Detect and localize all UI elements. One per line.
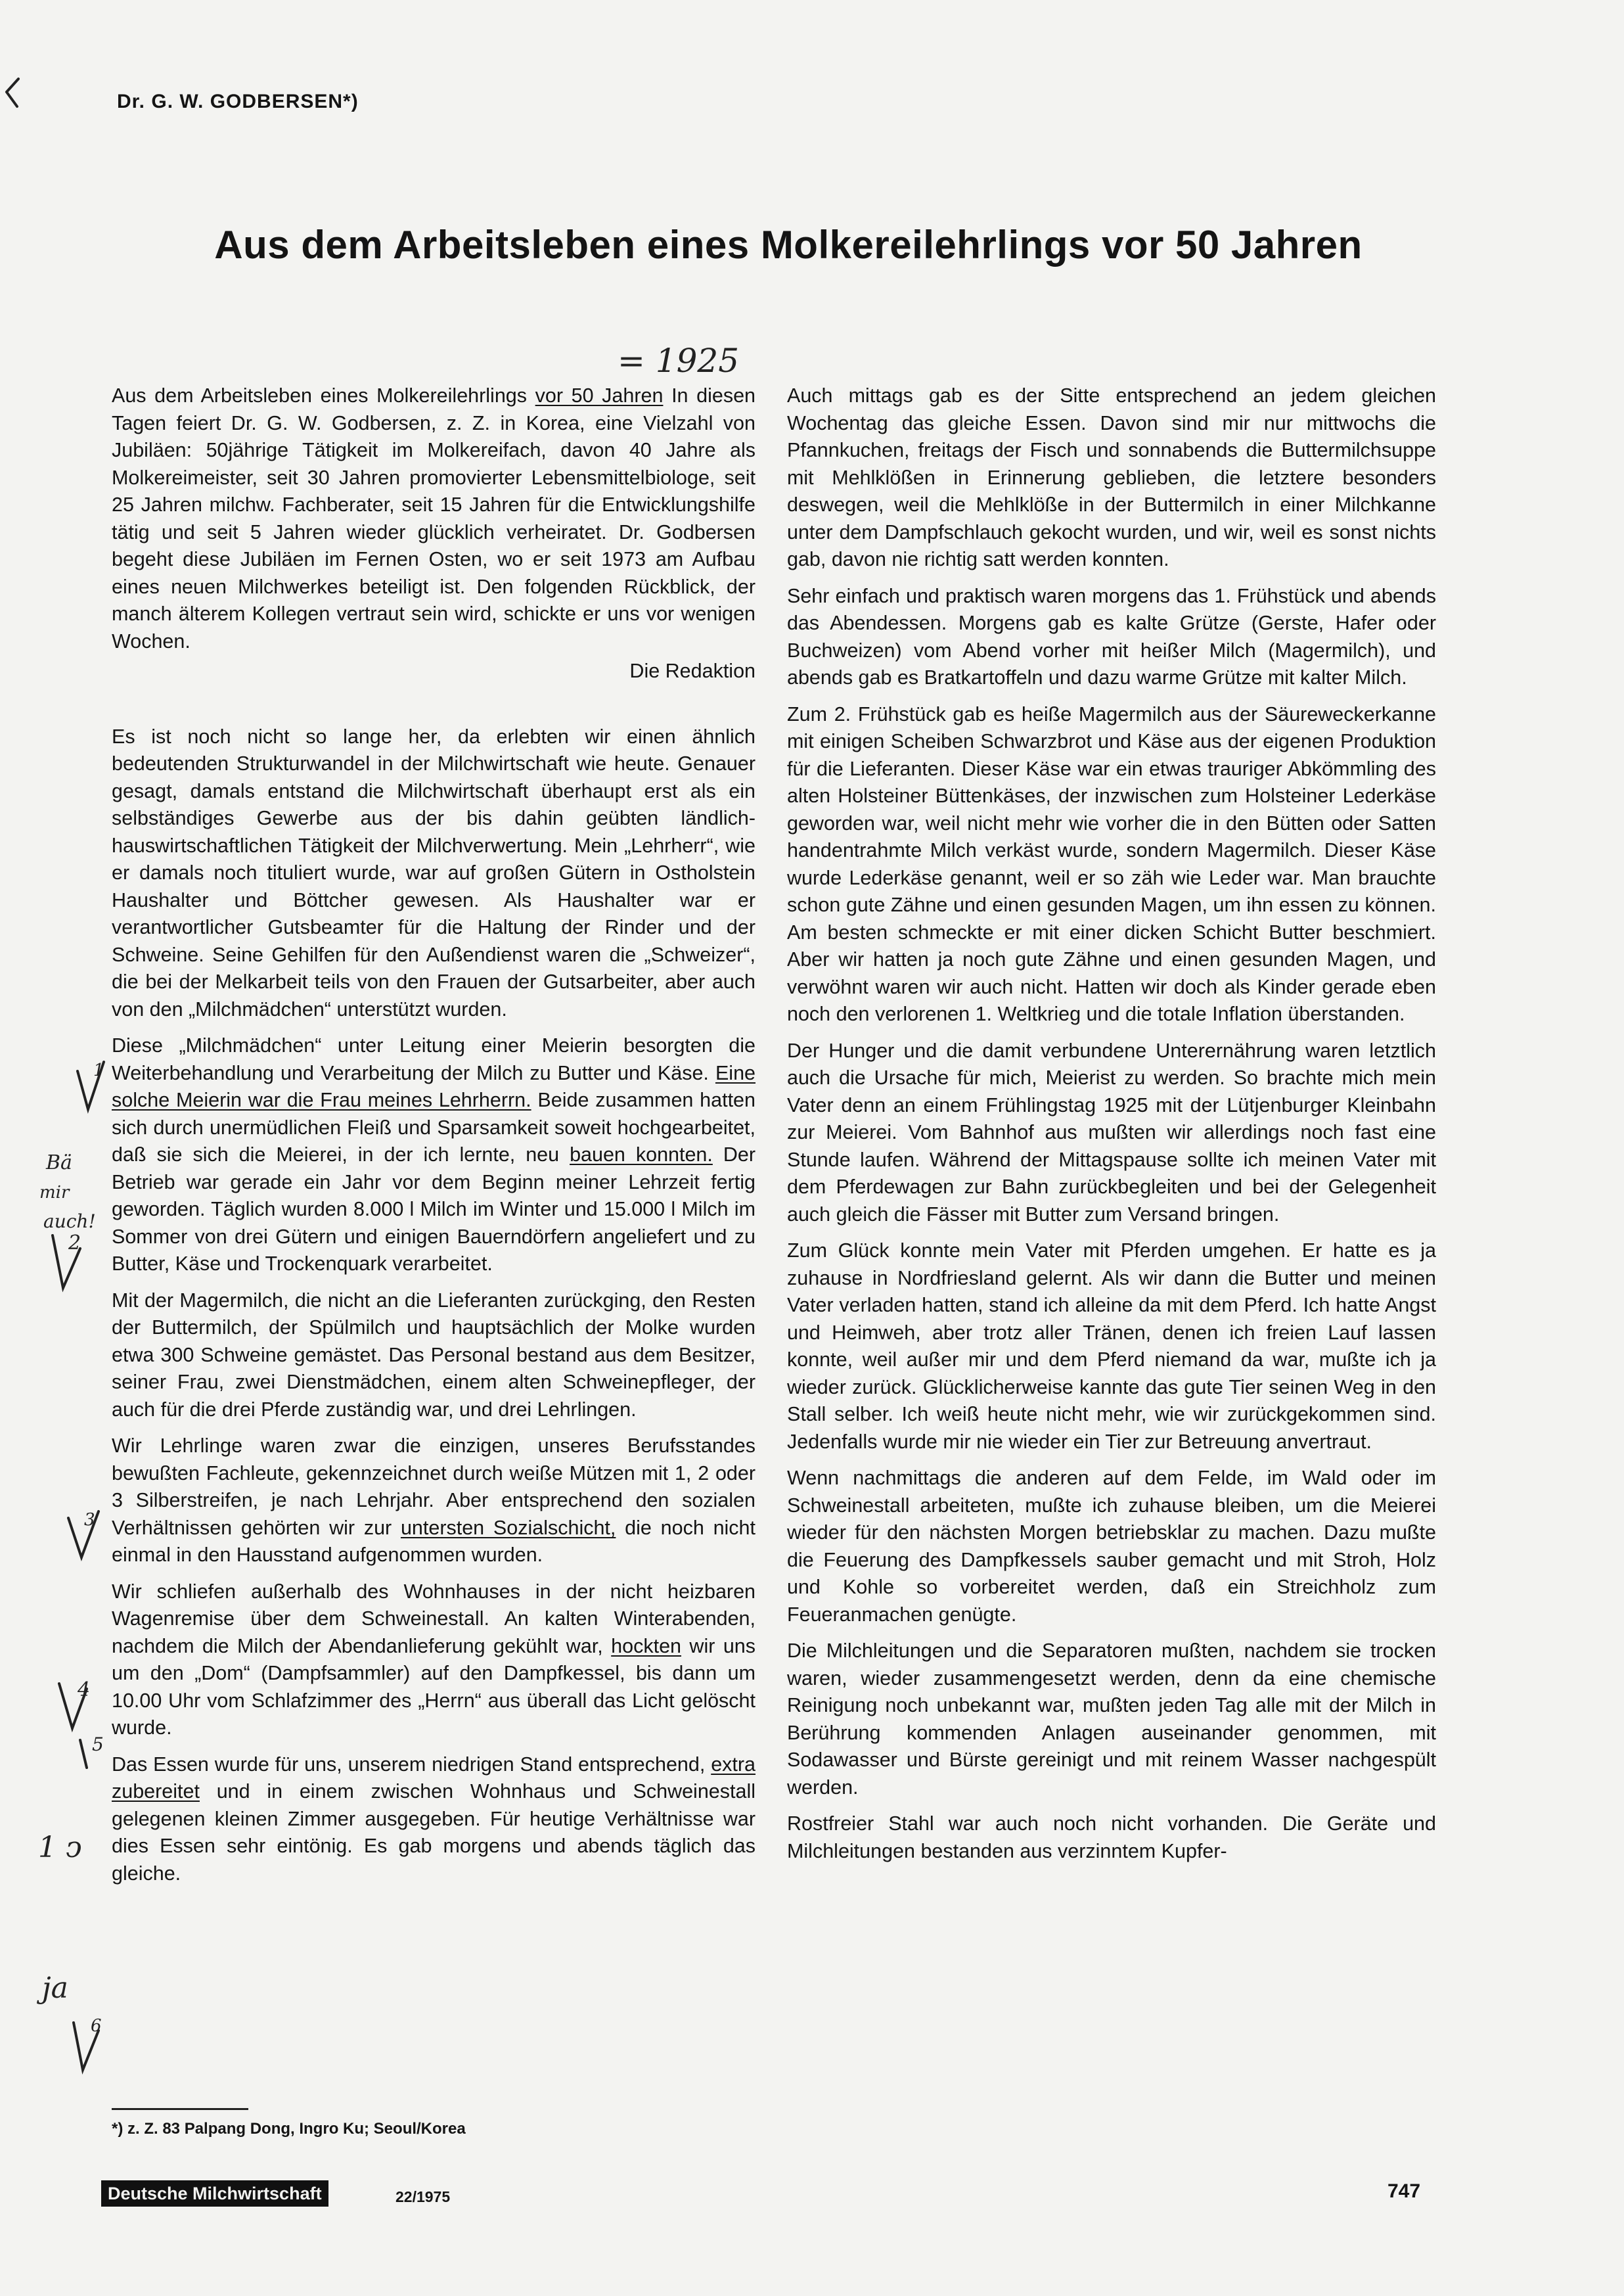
page-number: 747	[1387, 2180, 1421, 2202]
handwritten-number: 4	[78, 1678, 91, 1701]
author-name: Dr. G. W. GODBERSEN*)	[117, 91, 359, 112]
handwritten-margin-note: ja	[42, 1971, 68, 2005]
handwritten-number: 5	[92, 1733, 104, 1755]
body-paragraph: Zum 2. Frühstück gab es heiße Magermilch aus der Säureweckerkanne mit einigen Scheiben Schwarzbrot und Käse aus der eigenen Produktion für die Lieferanten. Dieser Käse war ein etwas trauriger Abkömmling des alten Holsteiner Büttenkäses, der inzwischen zum Holsteiner Lederkäse geworden war, weil nicht mehr wie vorher die in den Bütten oder Satten handentrahmte Milch verkäst wurde, sondern Magermilch. Dieser Käse wurde Lederkäse genannt, weil er so zäh wie Leder war. Man brauchte schon gute Zähne und einen gesunden Magen, um ihn essen zu können. Am besten schmeckte er mit einer dicken Schicht Butter beschmiert. Aber wir hatten ja noch gute Zähne und einen gesunden Magen, und verwöhnt waren wir auch nicht. Hatten wir doch als Kinder gerade eben noch den verlorenen 1. Weltkrieg und die totale Inflation überstanden.	[787, 702, 1436, 1025]
journal-name: Deutsche Milchwirtschaft	[101, 2180, 328, 2207]
body-paragraph: Wir Lehrlinge waren zwar die einzigen, unseres Berufsstandes bewußten Fachleute, gekennzeichnet durch weiße Mützen mit 1, 2 oder 3 Silberstreifen, je nach Lehrjahr. Aber entsprechend den sozialen Verhältnissen gehörten wir zur untersten Sozialschicht, die noch nicht einmal in den Hausstand aufgenommen wurden.	[112, 1435, 756, 1566]
body-paragraph: Wir schliefen außerhalb des Wohnhauses in der nicht heizbaren Wagenremise über dem Schweinestall. An kalten Winterabenden, nachdem die Milch der Abendanlieferung gekühlt war, hockten wir uns um den „Dom“ (Dampfsammler) auf den Dampfkessel, bis dann um 10.00 Uhr vom Schlafzimmer des „Herrn“ aus überall das Licht gelöscht wurde.	[112, 1580, 756, 1739]
body-paragraph: Der Hunger und die damit verbundene Unterernährung waren letztlich auch die Ursache für mich, Meierist zu werden. So brachte mich mein Vater denn an einem Frühlingstag 1925 mit der Lütjenburger Kleinbahn zur Meierei. Vom Bahnhof aus mußten wir allerdings noch fast eine Stunde laufen. Während der Mittagspause sollte ich meinen Vater mit dem Pferdewagen zur Bahn zurückbegleiten und bei der Gelegenheit auch gleich die Fässer mit Butter zum Versand bringen.	[787, 1039, 1436, 1226]
body-paragraph: Diese „Milchmädchen“ unter Leitung einer Meierin besorgten die Weiterbehandlung und Verarbeitung der Milch zu Butter und Käse. Eine solche Meierin war die Frau meines Lehrherrn. Beide zusammen hatten sich durch unermüdlichen Fleiß und Sparsamkeit soweit hochgearbeitet, daß sie sich die Meierei, in der ich lernte, neu bauen konnten. Der Betrieb war gerade ein Jahr vor dem Beginn meiner Lehrzeit fertig geworden. Täglich wurden 8.000 l Milch im Winter und 15.000 l Milch im Sommer von drei Gütern und einigen Bauerndörfern angeliefert und zu Butter, Käse und Trockenquark verarbeitet.	[112, 1034, 756, 1275]
body-paragraph: Auch mittags gab es der Sitte entsprechend an jedem gleichen Wochentag das gleiche Essen. Davon sind mir nur mittwochs die Pfannkuchen, freitags der Fisch und sonnabends die Buttermilchsuppe mit Mehlklößen in Erinnerung geblieben, die letztere besonders deswegen, weil die Mehlklöße in der Buttermilch in einer Milchkanne unter dem Dampfschlauch gekocht wurden, und wir, weil es sonst nichts gab, davon nie richtig satt werden konnten.	[787, 384, 1436, 570]
body-paragraph: Die Milchleitungen und die Separatoren mußten, nachdem sie trocken waren, wieder zusammengesetzt werden, denn da eine chemische Reinigung noch unbekannt war, mußten jeden Tag alle mit der Milch in Berührung kommenden Anlagen auseinander genommen, mit Sodawasser und Bürste gereinigt und mit reinem Wasser nachgespült werden.	[787, 1640, 1436, 1799]
handwritten-margin-note: auch!	[43, 1210, 96, 1232]
handwritten-margin-note: 1 ↄ	[38, 1831, 82, 1864]
intro-paragraph: Aus dem Arbeitsleben eines Molkereilehrlings vor 50 Jahren In diesen Tagen feiert Dr. G. W. Godbersen, z. Z. in Korea, eine Vielzahl von Jubiläen: 50jährige Tätigkeit im Molkereifach, davon 40 Jahre als Molkereimeister, seit 30 Jahren promovierter Lebensmittelbiologe, seit 25 Jahren milchw. Fachberater, seit 15 Jahren für die Entwicklungshilfe tätig und seit 5 Jahren wieder glücklich verheiratet. Dr. Godbersen begeht diese Jubiläen im Fernen Osten, wo er seit 1973 am Aufbau eines neuen Milchwerkes beteiligt ist. Den folgenden Rückblick, der manch älterem Kollegen vertraut sein wird, schickte er uns vor wenigen Wochen.	[112, 384, 756, 653]
body-paragraph: Mit der Magermilch, die nicht an die Lieferanten zurückging, den Resten der Buttermilch, der Spülmilch und hauptsächlich der Molke wurden etwa 300 Schweine gemästet. Das Personal bestand aus dem Besitzer, seiner Frau, zwei Dienstmädchen, einem alten Schweinepfleger, der auch für die drei Pferde zuständig war, und drei Lehrlingen.	[112, 1289, 756, 1421]
footnote: *) z. Z. 83 Palpang Dong, Ingro Ku; Seoul/Korea	[112, 2120, 466, 2138]
body-paragraph: Rostfreier Stahl war auch noch nicht vorhanden. Die Geräte und Milchleitungen bestanden aus verzinntem Kupfer-	[787, 1812, 1436, 1862]
handwritten-number: 2	[68, 1231, 81, 1254]
right-column	[787, 382, 1436, 2209]
handwritten-number: 3	[84, 1510, 95, 1530]
handwritten-margin-note: mir	[39, 1183, 70, 1203]
body-paragraph: Es ist noch nicht so lange her, da erlebten wir einen ähnlich bedeutenden Strukturwandel in der Milchwirtschaft wie heute. Genauer gesagt, damals entstand die Milchwirtschaft überhaupt erst als ein selbständiges Gewerbe aus der bis dahin geübten ländlich-hauswirtschaftlichen Tätigkeit der Milchverwertung. Mein „Lehrherr“, wie er damals noch tituliert wurde, war auf großen Gütern in Ostholstein Haushalter und Böttcher gewesen. Als Haushalter war er verantwortlicher Gutsbeamter für die Haltung der Rinder und der Schweine. Seine Gehilfen für den Außendienst waren die „Schweizer“, die bei der Melkarbeit teils von den Frauen der Gutsarbeiter, aber auch von den „Milchmädchen“ unterstützt wurden.	[112, 725, 756, 1021]
footnote-divider	[112, 2108, 248, 2110]
body-paragraph: Wenn nachmittags die anderen auf dem Felde, im Wald oder im Schweinestall arbeiteten, mußte ich zuhause bleiben, um die Meierei wieder für den nächsten Morgen betriebsklar zu machen. Dazu mußte die Feuerung des Dampfkessels sauber gemacht und mit Stroh, Holz und Kohle so vorbereitet werden, daß ein Streichholz zum Feueranmachen genügte.	[787, 1467, 1436, 1626]
handwritten-margin-note: Bä	[46, 1151, 72, 1174]
editor-signature: Die Redaktion	[629, 660, 756, 682]
body-paragraph: Sehr einfach und praktisch waren morgens das 1. Frühstück und abends das Abendessen. Morgens gab es kalte Grütze (Gerste, Hafer oder Buchweizen) vom Abend vorher mit heißer Milch (Magermilch), und abends gab es Bratkartoffeln und dazu warme Grütze mit kalter Milch.	[787, 584, 1436, 689]
handwritten-number: 6	[91, 2016, 102, 2036]
body-paragraph: Das Essen wurde für uns, unserem niedrigen Stand entsprechend, extra zubereitet und in einem zwischen Wohnhaus und Schweinestall gelegenen kleinen Zimmer ausgegeben. Für heutige Verhältnisse war dies Essen sehr eintönig. Es gab morgens und abends täglich das gleiche.	[112, 1753, 756, 1885]
left-column	[112, 382, 756, 2065]
article-title: Aus dem Arbeitsleben eines Molkereilehrlings vor 50 Jahren	[214, 223, 1363, 267]
body-paragraph: Zum Glück konnte mein Vater mit Pferden umgehen. Er hatte es ja zuhause in Nordfriesland gelernt. Als wir dann die Butter und meinen Vater verladen hatten, stand ich alleine da mit dem Pferd. Ich hatte Angst und Heimweh, aber trotz aller Tränen, denen ich freien Lauf lassen konnte, weil außer mir und dem Pferd niemand da war, mußte ich ja wieder zurück. Glücklicherweise kannte das gute Tier seinen Weg in den Stall selber. Ich weiß heute nicht mehr, wie wir zurückgekommen sind. Jedenfalls wurde mir nie wieder ein Tier zur Betreuung anvertraut.	[787, 1239, 1436, 1453]
issue-number: 22/1975	[395, 2188, 451, 2205]
handwritten-number: 1	[93, 1061, 104, 1080]
handwritten-year-note: = 1925	[618, 342, 740, 380]
